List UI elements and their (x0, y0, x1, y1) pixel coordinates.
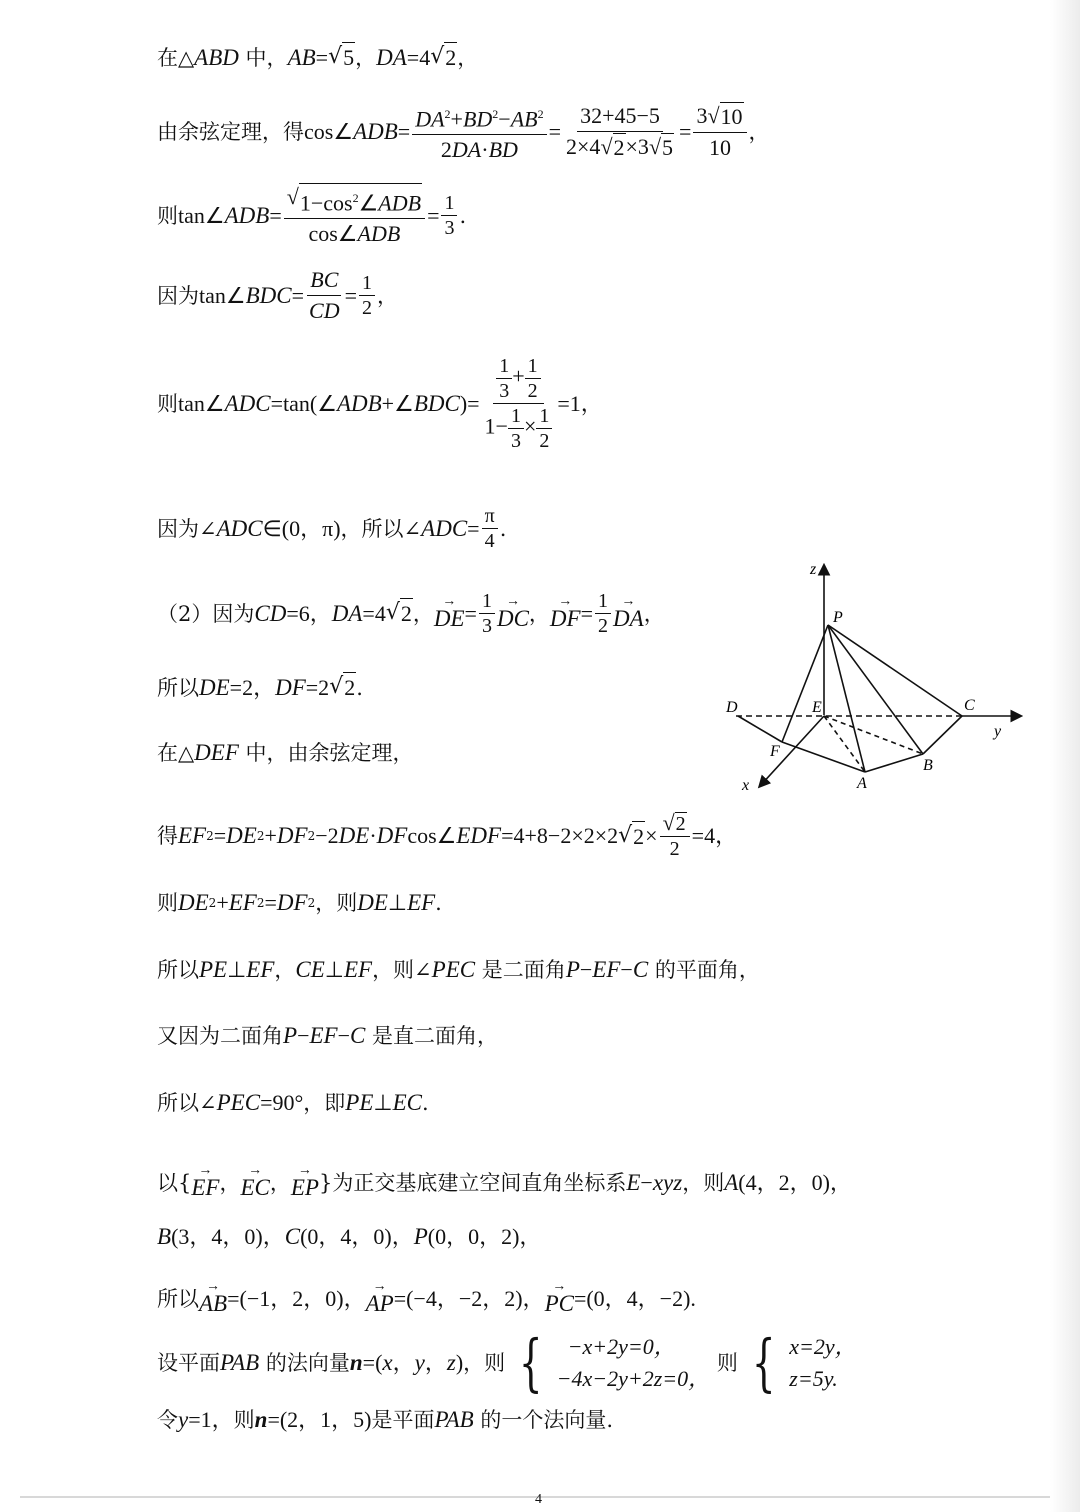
line-8: 所以 DE =2， DF =2 √ 2 . (157, 672, 363, 703)
line-7: （2）因为 CD =6， DA =4 √ 2 ， → DE = $\frac{1}{3}$ → DC ， → DF = $\frac{1}{2}$ → DA ， (157, 590, 665, 637)
line-5: 则 tan∠ ADC =tan(∠ ADB +∠ BDC )= $\frac{1}{3}$ + $\frac{1}{2}$ 1− $\frac{1}{3}$ × $\frac{1}{2}$ =1， (157, 355, 603, 452)
line-13: 又因为二面角 P − EF − C 是直二面角， (157, 1023, 499, 1048)
line-10: 得 EF 2 = DE 2 + DF 2 −2 DE · DF cos∠ EDF =4+8−2×2×2 √ 2 × √ 2 2 =4， (157, 810, 738, 860)
page-number: 4 (535, 1492, 542, 1507)
label-C: C (964, 697, 975, 714)
line-BC (923, 716, 962, 754)
line-4: 因为 tan∠ BDC = $\frac{BC}{CD}$ = $\frac{1}{2}$ ， (157, 267, 399, 323)
line-FA (782, 742, 865, 772)
line-9: 在△ DEF 中，由余弦定理， (157, 740, 414, 765)
label-E: E (812, 699, 822, 716)
label-D: D (726, 699, 738, 716)
line-17: 所以 → AB =(−1，2，0)， → AP =(−4，−2，2)， → PC =(0，4，−2). (157, 1279, 696, 1316)
label-B: B (923, 757, 933, 774)
label-z: z (810, 561, 817, 578)
label-A: A (857, 775, 867, 792)
geometry-figure (720, 560, 1040, 800)
line-16: B (3，4，0)， C (0，4，0)， P (0，0，2)， (157, 1224, 542, 1249)
line-1: 在△ ABD 中， AB = √ 5 ， DA =4 √ 2 ， (157, 42, 478, 73)
label-x: x (742, 777, 750, 794)
line-6: 因为∠ ADC ∈(0，π) ，所以∠ ADC = $\frac{\pi}{4}$ . (157, 505, 507, 552)
line-PB (828, 625, 923, 754)
line-19: 令 y =1， 则 n =(2，1，5) 是平面 PAB 的一个法向量. (157, 1407, 614, 1432)
line-15: 以{ → EF ， → EC ， → EP }为正交基底建立空间直角坐标系 E − xyz ，则 A (4，2，0)， (157, 1163, 852, 1200)
line-PF (782, 625, 828, 742)
line-11: 则 DE 2 + EF 2 = DF 2 ，则 DE ⊥ EF . (157, 890, 442, 915)
label-F: F (770, 743, 780, 760)
line-AB (865, 754, 923, 772)
line-DF (738, 716, 782, 742)
label-P: P (833, 609, 843, 626)
label-y: y (994, 723, 1002, 740)
page-edge-shadow (1050, 0, 1080, 1512)
line-12: 所以 PE ⊥ EF ， CE ⊥ EF ，则∠ PEC 是二面角 P − EF − C 的平面角， (157, 957, 760, 982)
line-18: 设平面 PAB 的法向量 n =( x ， y ， z ) ，则 { −x+2y=0， −4x−2y+2z=0， 则 { x=2y， z=5y. (157, 1326, 857, 1399)
line-14: 所以∠ PEC =90° ，即 PE ⊥ EC . (157, 1090, 429, 1115)
line-3: 则 tan∠ ADB = √ $1-\cos^2\angle ADB$ cos∠ADB = $\frac{1}{3}$ . (157, 184, 467, 247)
line-2: 由余弦定理，得 cos∠ ADB = $\frac{DA^2+BD^2-AB^2}{2DA\cdot BD}$ = 32+45−5 2×4 √ 2 ×3 √ 5 = 3 √ 10 10 ， (157, 100, 770, 164)
